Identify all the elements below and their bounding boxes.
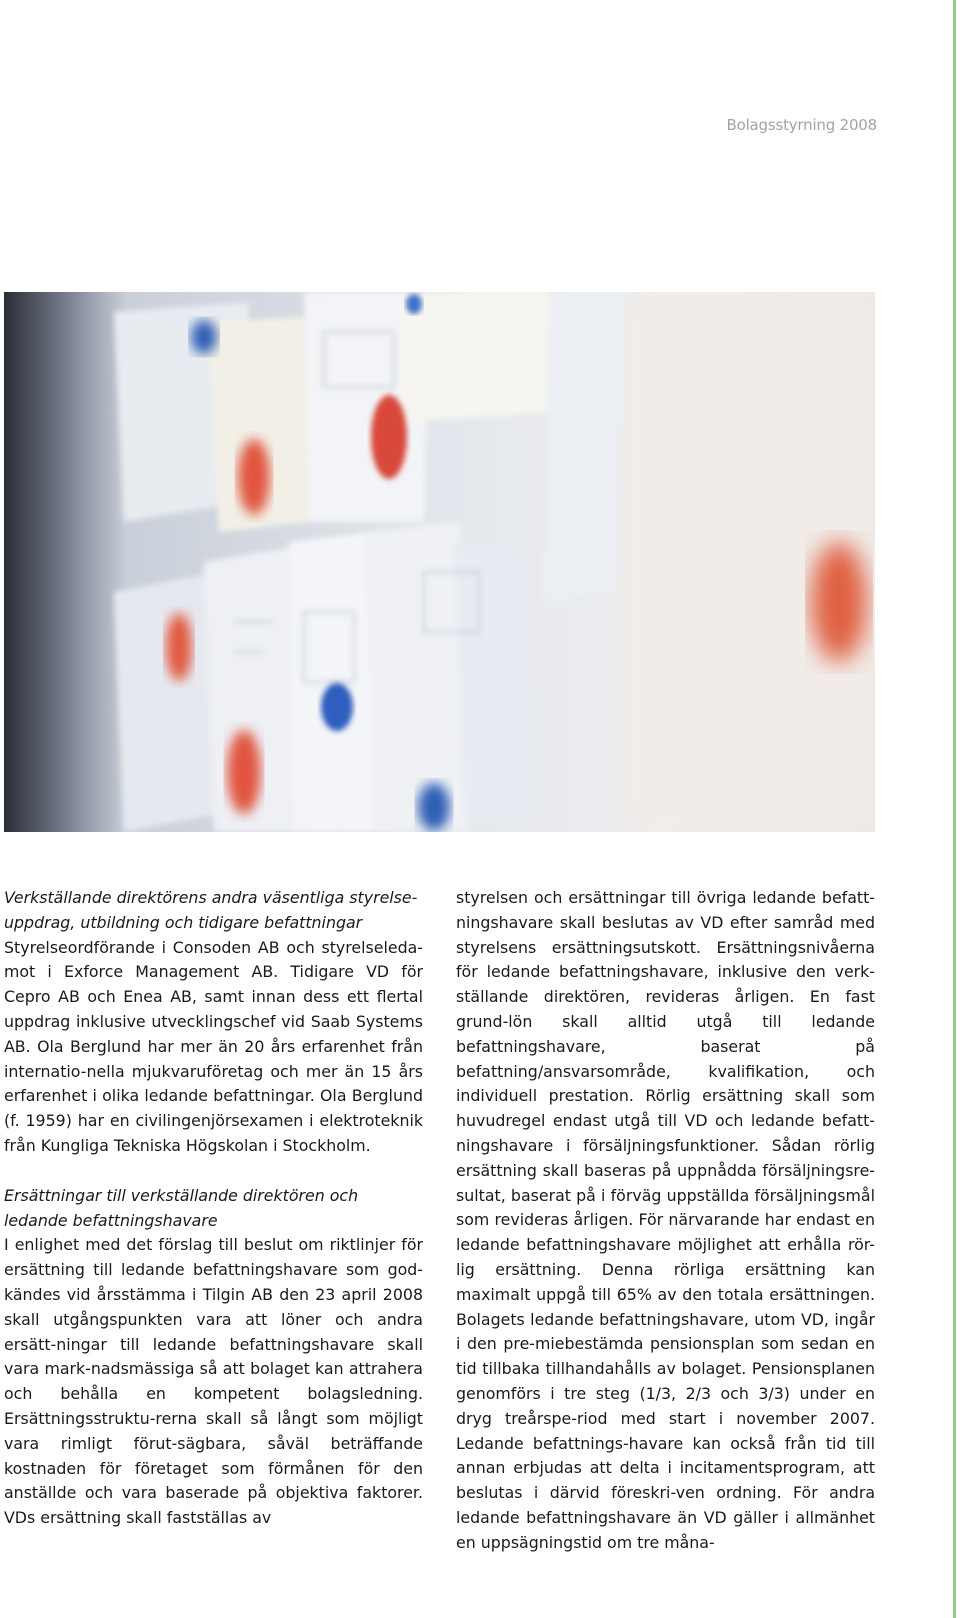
running-header: Bolagsstyrning 2008 [726, 116, 877, 134]
section-heading-md-assignments: Verkställande direktörens andra väsentliga styrelse-uppdrag, utbildning och tidigare befattningar [4, 888, 418, 932]
page-edge-accent-bar [953, 0, 956, 1618]
section-body-remuneration-continued: styrelsen och ersättningar till övriga ledande befatt-ningshavare skall beslutas av VD efter samråd med styrelsens ersättningsutskott. Ersättningsnivåerna för ledande befattningshavare, inklusive den verk-ställande direktören, revideras årligen. En fast grund-lön skall alltid utgå till ledande befattningshavare, baserat på befattning/ansvarsområde, kvalifikation, och individuell prestation. Rörlig ersättning skall som huvudregel endast utgå till VD och ledande befatt-ningshavare i försäljningsfunktioner. Sådan rörlig ersättning skall baseras på uppnådda försäljningsre-sultat, baserat på i förväg uppställda försäljningsmål som revideras årligen. För närvarande har endast en ledande befattningshavare möjlighet att erhålla rör-lig ersättning. Denna rörliga ersättning kan maximalt uppgå till 65% av den totala ersättningen. Bolagets ledande befattningshavare, utom VD, ingår i den pre-miebestämda pensionsplan som sedan en tid tillbaka tillhandahålls av bolaget. Pensionsplanen genomförs i tre steg (1/3, 2/3 och 3/3) under en dryg treårspe-riod med start i november 2007. Ledande befattnings-havare kan också från tid till annan erbjudas att delta i incitamentsprogram, att beslutas i därvid föreskri-ven ordning. För andra ledande befattningshavare än VD gäller i allmänhet en uppsägningstid om tre måna- [456, 888, 875, 1552]
whiteboard-photo [4, 292, 875, 832]
section-body-remuneration: I enlighet med det förslag till beslut om riktlinjer för ersättning till ledande befattningshavare som god-kändes vid årsstämma i Tilgin AB den 23 april 2008 skall utgångspunkten vara att löner och andra ersätt-ningar till ledande befattningshavare skall vara mark-nadsmässiga så att bolaget kan attrahera och behålla en kompetent bolagsledning. Ersättningsstruktu-rerna skall så långt som möjligt vara rimligt förut-sägbara, såväl beträffande kostnaden för företaget som förmånen för den anställde och vara baserade på objektiva faktorer. VDs ersättning skall fastställas av [4, 1235, 423, 1528]
left-text-column [4, 886, 423, 1531]
right-text-column [456, 886, 875, 1556]
section-body-md-assignments: Styrelseordförande i Consoden AB och styrelseleda-mot i Exforce Management AB. Tidigare VD för Cepro AB och Enea AB, samt innan dess ett flertal uppdrag inklusive utvecklingschef vid Saab Systems AB. Ola Berglund har mer än 20 års erfarenhet från internatio-nella mjukvaruföretag och mer än 15 års erfarenhet i olika ledande befattningar. Ola Berglund (f. 1959) har en civilingenjörsexamen i elektroteknik från Kungliga Tekniska Högskolan i Stockholm. [4, 937, 423, 1155]
section-heading-remuneration: Ersättningar till verkställande direktören och ledande befattningshavare [4, 1185, 359, 1230]
